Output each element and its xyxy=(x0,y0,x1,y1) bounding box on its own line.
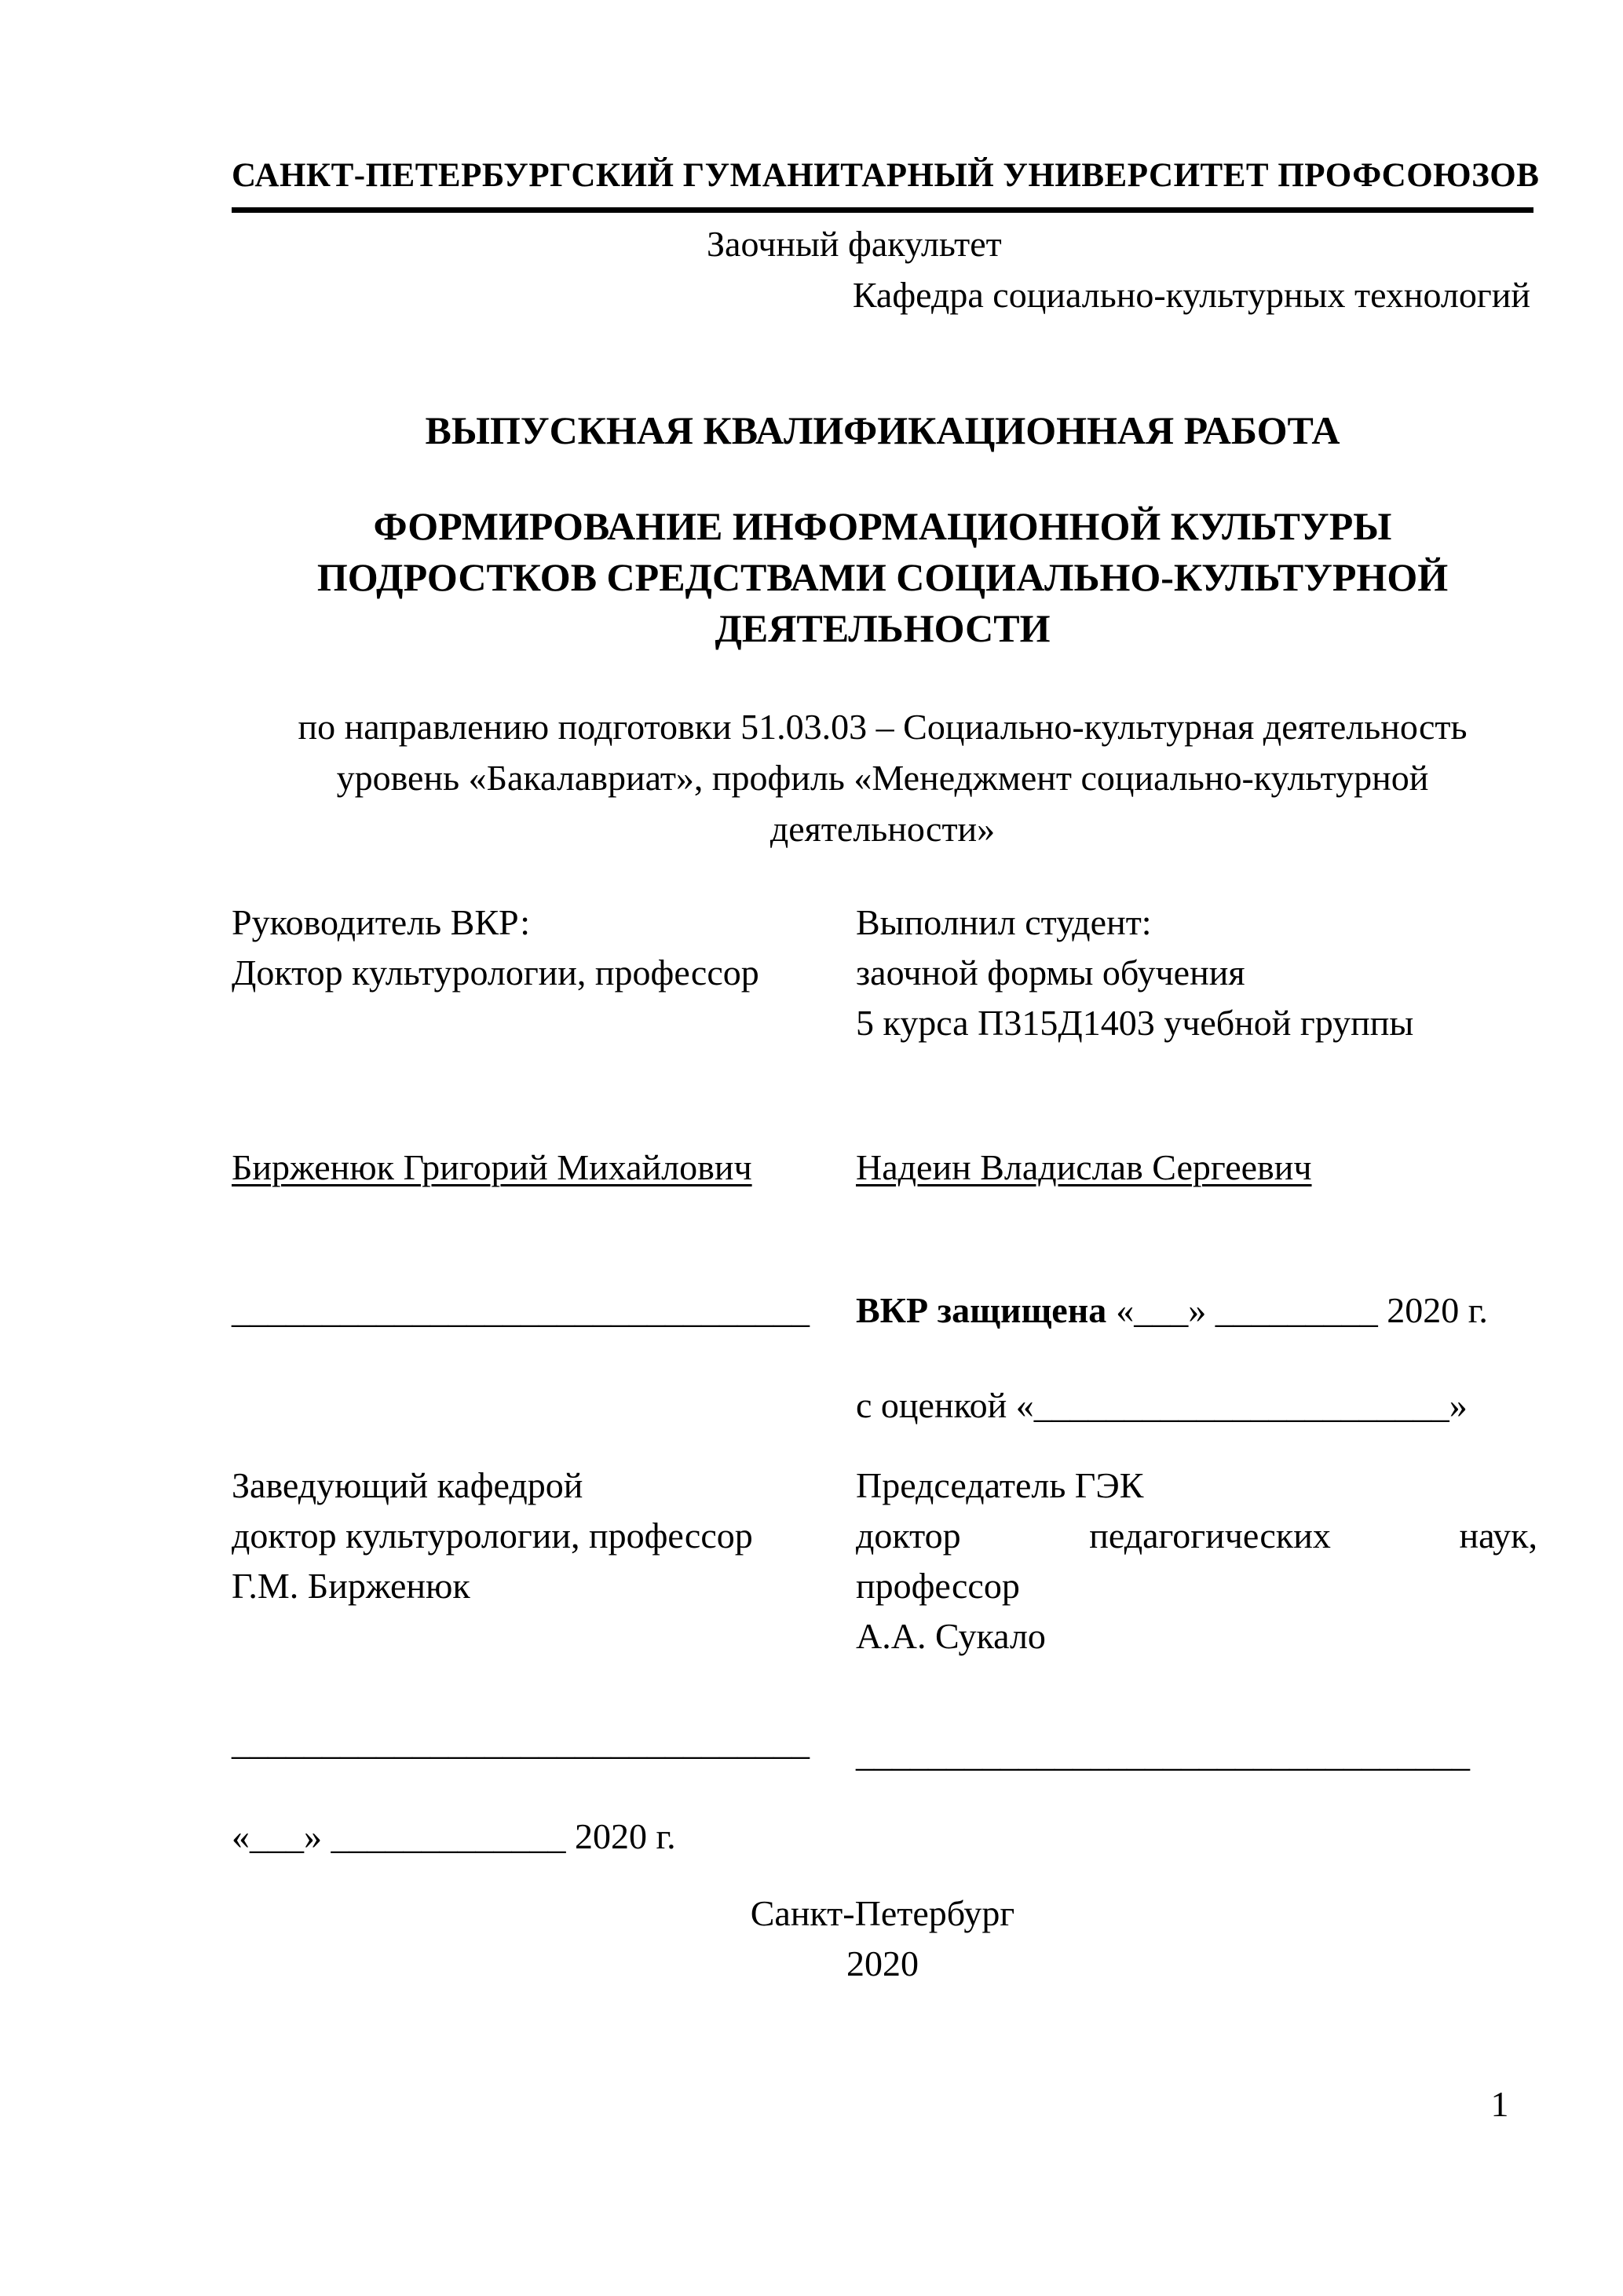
defense-grade-row: с оценкой «_______________________» xyxy=(856,1385,1468,1425)
student-label: Выполнил студент: xyxy=(856,902,1152,942)
supervisor-label: Руководитель ВКР: xyxy=(232,902,531,942)
student-study-form: заочной формы обучения xyxy=(856,952,1245,993)
page-number: 1 xyxy=(1490,2084,1509,2124)
committee-chair-name: А.А. Сукало xyxy=(856,1616,1046,1656)
student-block xyxy=(856,898,1537,1048)
committee-chair-degree-row xyxy=(856,1511,1537,1561)
faculty-name: Заочный факультет xyxy=(707,224,1002,264)
work-type-heading: ВЫПУСКНАЯ КВАЛИФИКАЦИОННАЯ РАБОТА xyxy=(425,408,1340,452)
footer-city: Санкт-Петербург xyxy=(750,1893,1015,1933)
committee-chair-degree-line2: профессор xyxy=(856,1566,1020,1606)
supervisor-block xyxy=(232,898,817,998)
student-group: 5 курса П315Д1403 учебной группы xyxy=(856,1003,1414,1043)
department-head-date-blank: «___» _____________ 2020 г. xyxy=(232,1816,676,1856)
committee-chair-title: Председатель ГЭК xyxy=(856,1465,1144,1505)
program-info: по направлению подготовки 51.03.03 – Социально-культурная деятельность уровень «Бакалавриат», профиль «Менеджмент социально-культурной деятельности» xyxy=(298,707,1468,849)
committee-chair-signature-line: __________________________________ xyxy=(856,1734,1470,1774)
defense-date-row xyxy=(856,1285,1537,1336)
student-name: Надеин Владислав Сергеевич xyxy=(856,1147,1312,1187)
defense-label: ВКР защищена xyxy=(856,1290,1107,1330)
student-name-row xyxy=(856,1143,1537,1193)
chair-degree-word-1: доктор xyxy=(856,1515,961,1556)
supervisor-name-row xyxy=(232,1143,817,1193)
department-head-signature-line: ________________________________ xyxy=(232,1722,810,1762)
footer-block xyxy=(232,1888,1533,1989)
defense-date-blank: «___» _________ 2020 г. xyxy=(1116,1290,1488,1330)
chair-degree-word-3: наук, xyxy=(1459,1515,1537,1556)
thesis-title: ФОРМИРОВАНИЕ ИНФОРМАЦИОННОЙ КУЛЬТУРЫ ПОДРОСТКОВ СРЕДСТВАМИ СОЦИАЛЬНО-КУЛЬТУРНОЙ ДЕЯТЕЛЬНОСТИ xyxy=(316,504,1449,650)
department-name: Кафедра социально-культурных технологий xyxy=(852,275,1530,315)
department-head-title: Заведующий кафедрой xyxy=(232,1465,583,1505)
footer-year: 2020 xyxy=(846,1943,919,1983)
supervisor-name: Бирженюк Григорий Михайлович xyxy=(232,1147,752,1187)
department-head-block xyxy=(232,1461,817,1611)
chair-degree-word-2: педагогических xyxy=(1089,1515,1331,1556)
supervisor-signature-line: ________________________________ xyxy=(232,1290,810,1330)
supervisor-degree: Доктор культурологии, профессор xyxy=(232,952,759,993)
university-name: САНКТ-ПЕТЕРБУРГСКИЙ ГУМАНИТАРНЫЙ УНИВЕРСИТЕТ ПРОФСОЮЗОВ xyxy=(232,154,1533,213)
department-head-name: Г.М. Бирженюк xyxy=(232,1566,470,1606)
department-head-degree: доктор культурологии, профессор xyxy=(232,1515,753,1556)
committee-chair-block xyxy=(856,1461,1537,1662)
